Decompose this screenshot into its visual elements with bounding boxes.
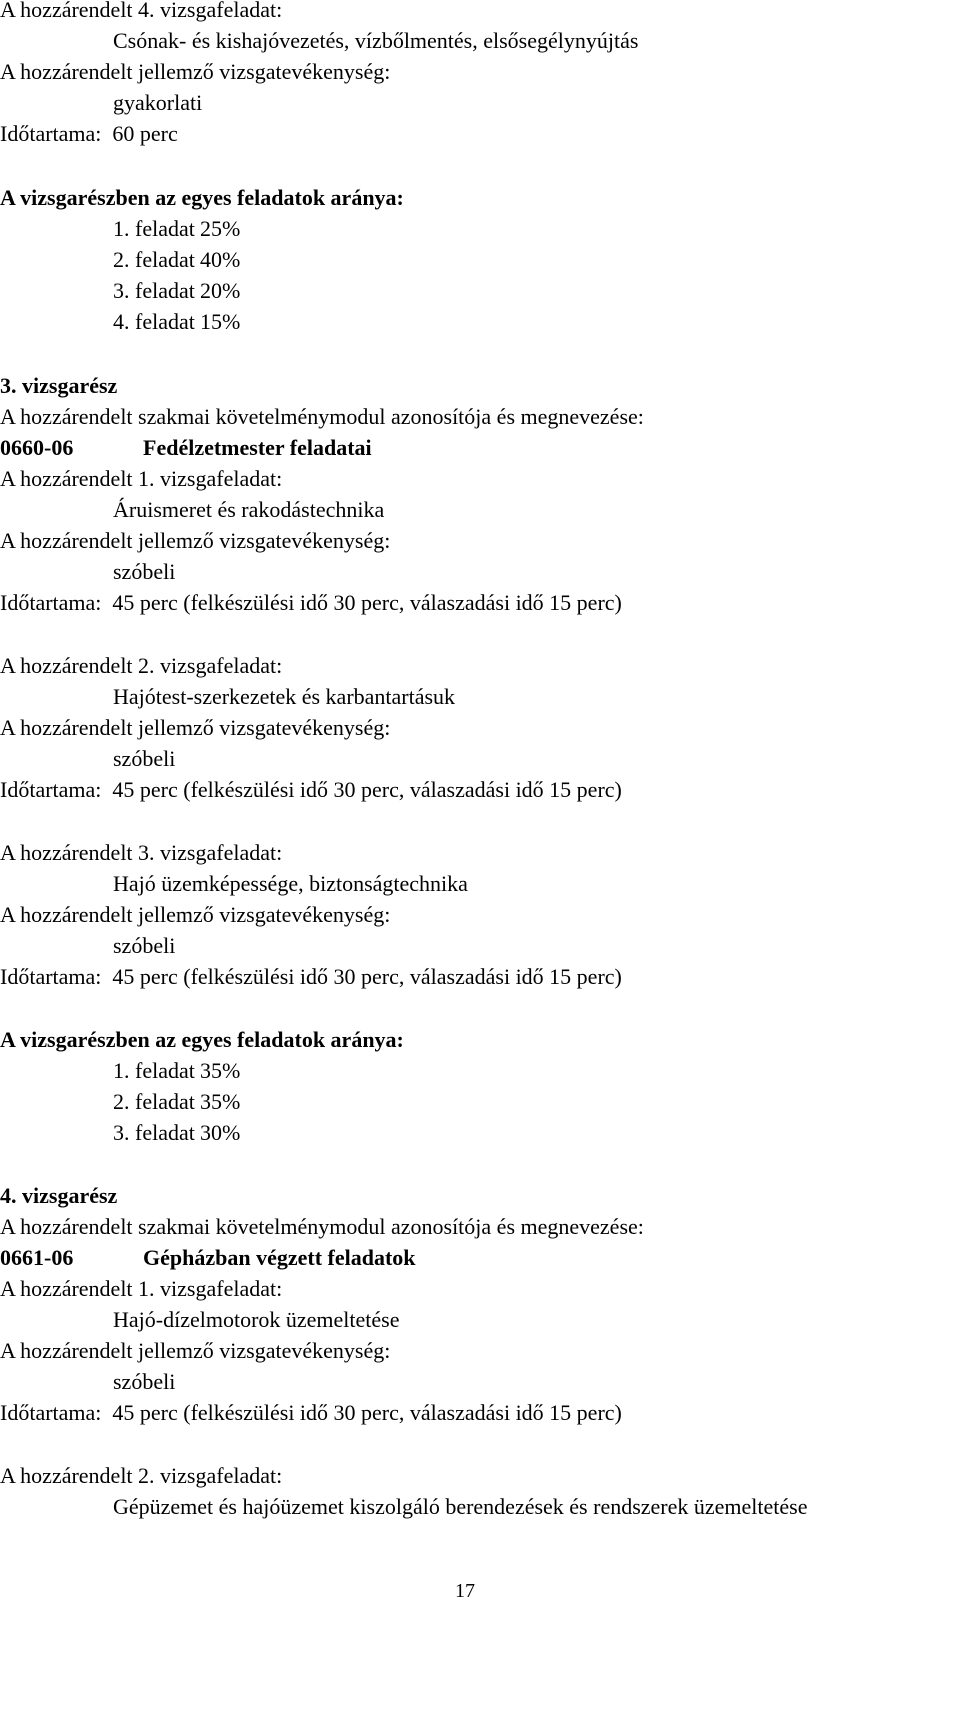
duration-value: 45 perc (felkészülési idő 30 perc, válaszadási idő 15 perc) [112,1400,622,1425]
task-title: Csónak- és kishajóvezetés, vízbőlmentés, elsősegélynyújtás [113,28,639,53]
activity-label: A hozzárendelt jellemző vizsgatevékenység: [0,902,391,927]
ratio-task: 2. feladat [113,1089,195,1114]
ratio-task: 3. feladat [113,1120,195,1145]
duration-line [0,777,622,803]
duration-value: 45 perc (felkészülési idő 30 perc, válaszadási idő 15 perc) [112,777,622,802]
part-heading: 3. vizsgarész [0,373,118,398]
ratio-pct: 35% [200,1089,241,1114]
duration-line [0,590,622,616]
ratio-pct: 40% [200,247,241,272]
task-label: A hozzárendelt 1. vizsgafeladat: [0,466,283,491]
task-label: A hozzárendelt 3. vizsgafeladat: [0,840,283,865]
module-name: Gépházban végzett feladatok [143,1245,416,1270]
module-code: 0660-06 [0,435,74,460]
activity-value: szóbeli [113,746,176,771]
ratio-task: 4. feladat [113,309,195,334]
task-label: A hozzárendelt 2. vizsgafeladat: [0,1463,283,1488]
task-title: Hajó üzemképessége, biztonságtechnika [113,871,468,896]
duration-value: 60 perc [112,121,178,146]
activity-value: szóbeli [113,559,176,584]
task-title: Hajótest-szerkezetek és karbantartásuk [113,684,456,709]
activity-label: A hozzárendelt jellemző vizsgatevékenység: [0,715,391,740]
duration-line [0,1400,622,1426]
ratio-heading: A vizsgarészben az egyes feladatok aránya: [0,185,404,210]
ratio-heading: A vizsgarészben az egyes feladatok aránya: [0,1027,404,1052]
activity-label: A hozzárendelt jellemző vizsgatevékenység: [0,59,391,84]
task-title: Gépüzemet és hajóüzemet kiszolgáló berendezések és rendszerek üzemeltetése [113,1494,808,1519]
duration-label: Időtartama: [0,1400,102,1425]
ratio-pct: 20% [200,278,241,303]
ratio-pct: 30% [200,1120,241,1145]
page-number: 17 [455,1580,475,1602]
ratio-pct: 25% [200,216,241,241]
activity-label: A hozzárendelt jellemző vizsgatevékenység: [0,528,391,553]
task-label: A hozzárendelt 1. vizsgafeladat: [0,1276,283,1301]
duration-label: Időtartama: [0,590,102,615]
activity-value: szóbeli [113,933,176,958]
ratio-pct: 35% [200,1058,241,1083]
duration-value: 45 perc (felkészülési idő 30 perc, válaszadási idő 15 perc) [112,964,622,989]
module-code: 0661-06 [0,1245,74,1270]
ratio-task: 3. feladat [113,278,195,303]
duration-line [0,121,178,147]
task-title: Áruismeret és rakodástechnika [113,497,385,522]
module-label: A hozzárendelt szakmai követelménymodul azonosítója és megnevezése: [0,404,644,429]
module-line [0,435,372,461]
task-label: A hozzárendelt 2. vizsgafeladat: [0,653,283,678]
activity-value: szóbeli [113,1369,176,1394]
duration-label: Időtartama: [0,777,102,802]
ratio-task: 1. feladat [113,216,195,241]
ratio-task: 1. feladat [113,1058,195,1083]
duration-value: 45 perc (felkészülési idő 30 perc, válaszadási idő 15 perc) [112,590,622,615]
module-line [0,1245,416,1271]
activity-value: gyakorlati [113,90,203,115]
task-title: Hajó-dízelmotorok üzemeltetése [113,1307,400,1332]
duration-label: Időtartama: [0,121,102,146]
task-label: A hozzárendelt 4. vizsgafeladat: [0,0,283,22]
duration-line [0,964,622,990]
module-name: Fedélzetmester feladatai [143,435,372,460]
ratio-pct: 15% [200,309,241,334]
activity-label: A hozzárendelt jellemző vizsgatevékenység: [0,1338,391,1363]
module-label: A hozzárendelt szakmai követelménymodul azonosítója és megnevezése: [0,1214,644,1239]
duration-label: Időtartama: [0,964,102,989]
ratio-task: 2. feladat [113,247,195,272]
part-heading: 4. vizsgarész [0,1183,118,1208]
